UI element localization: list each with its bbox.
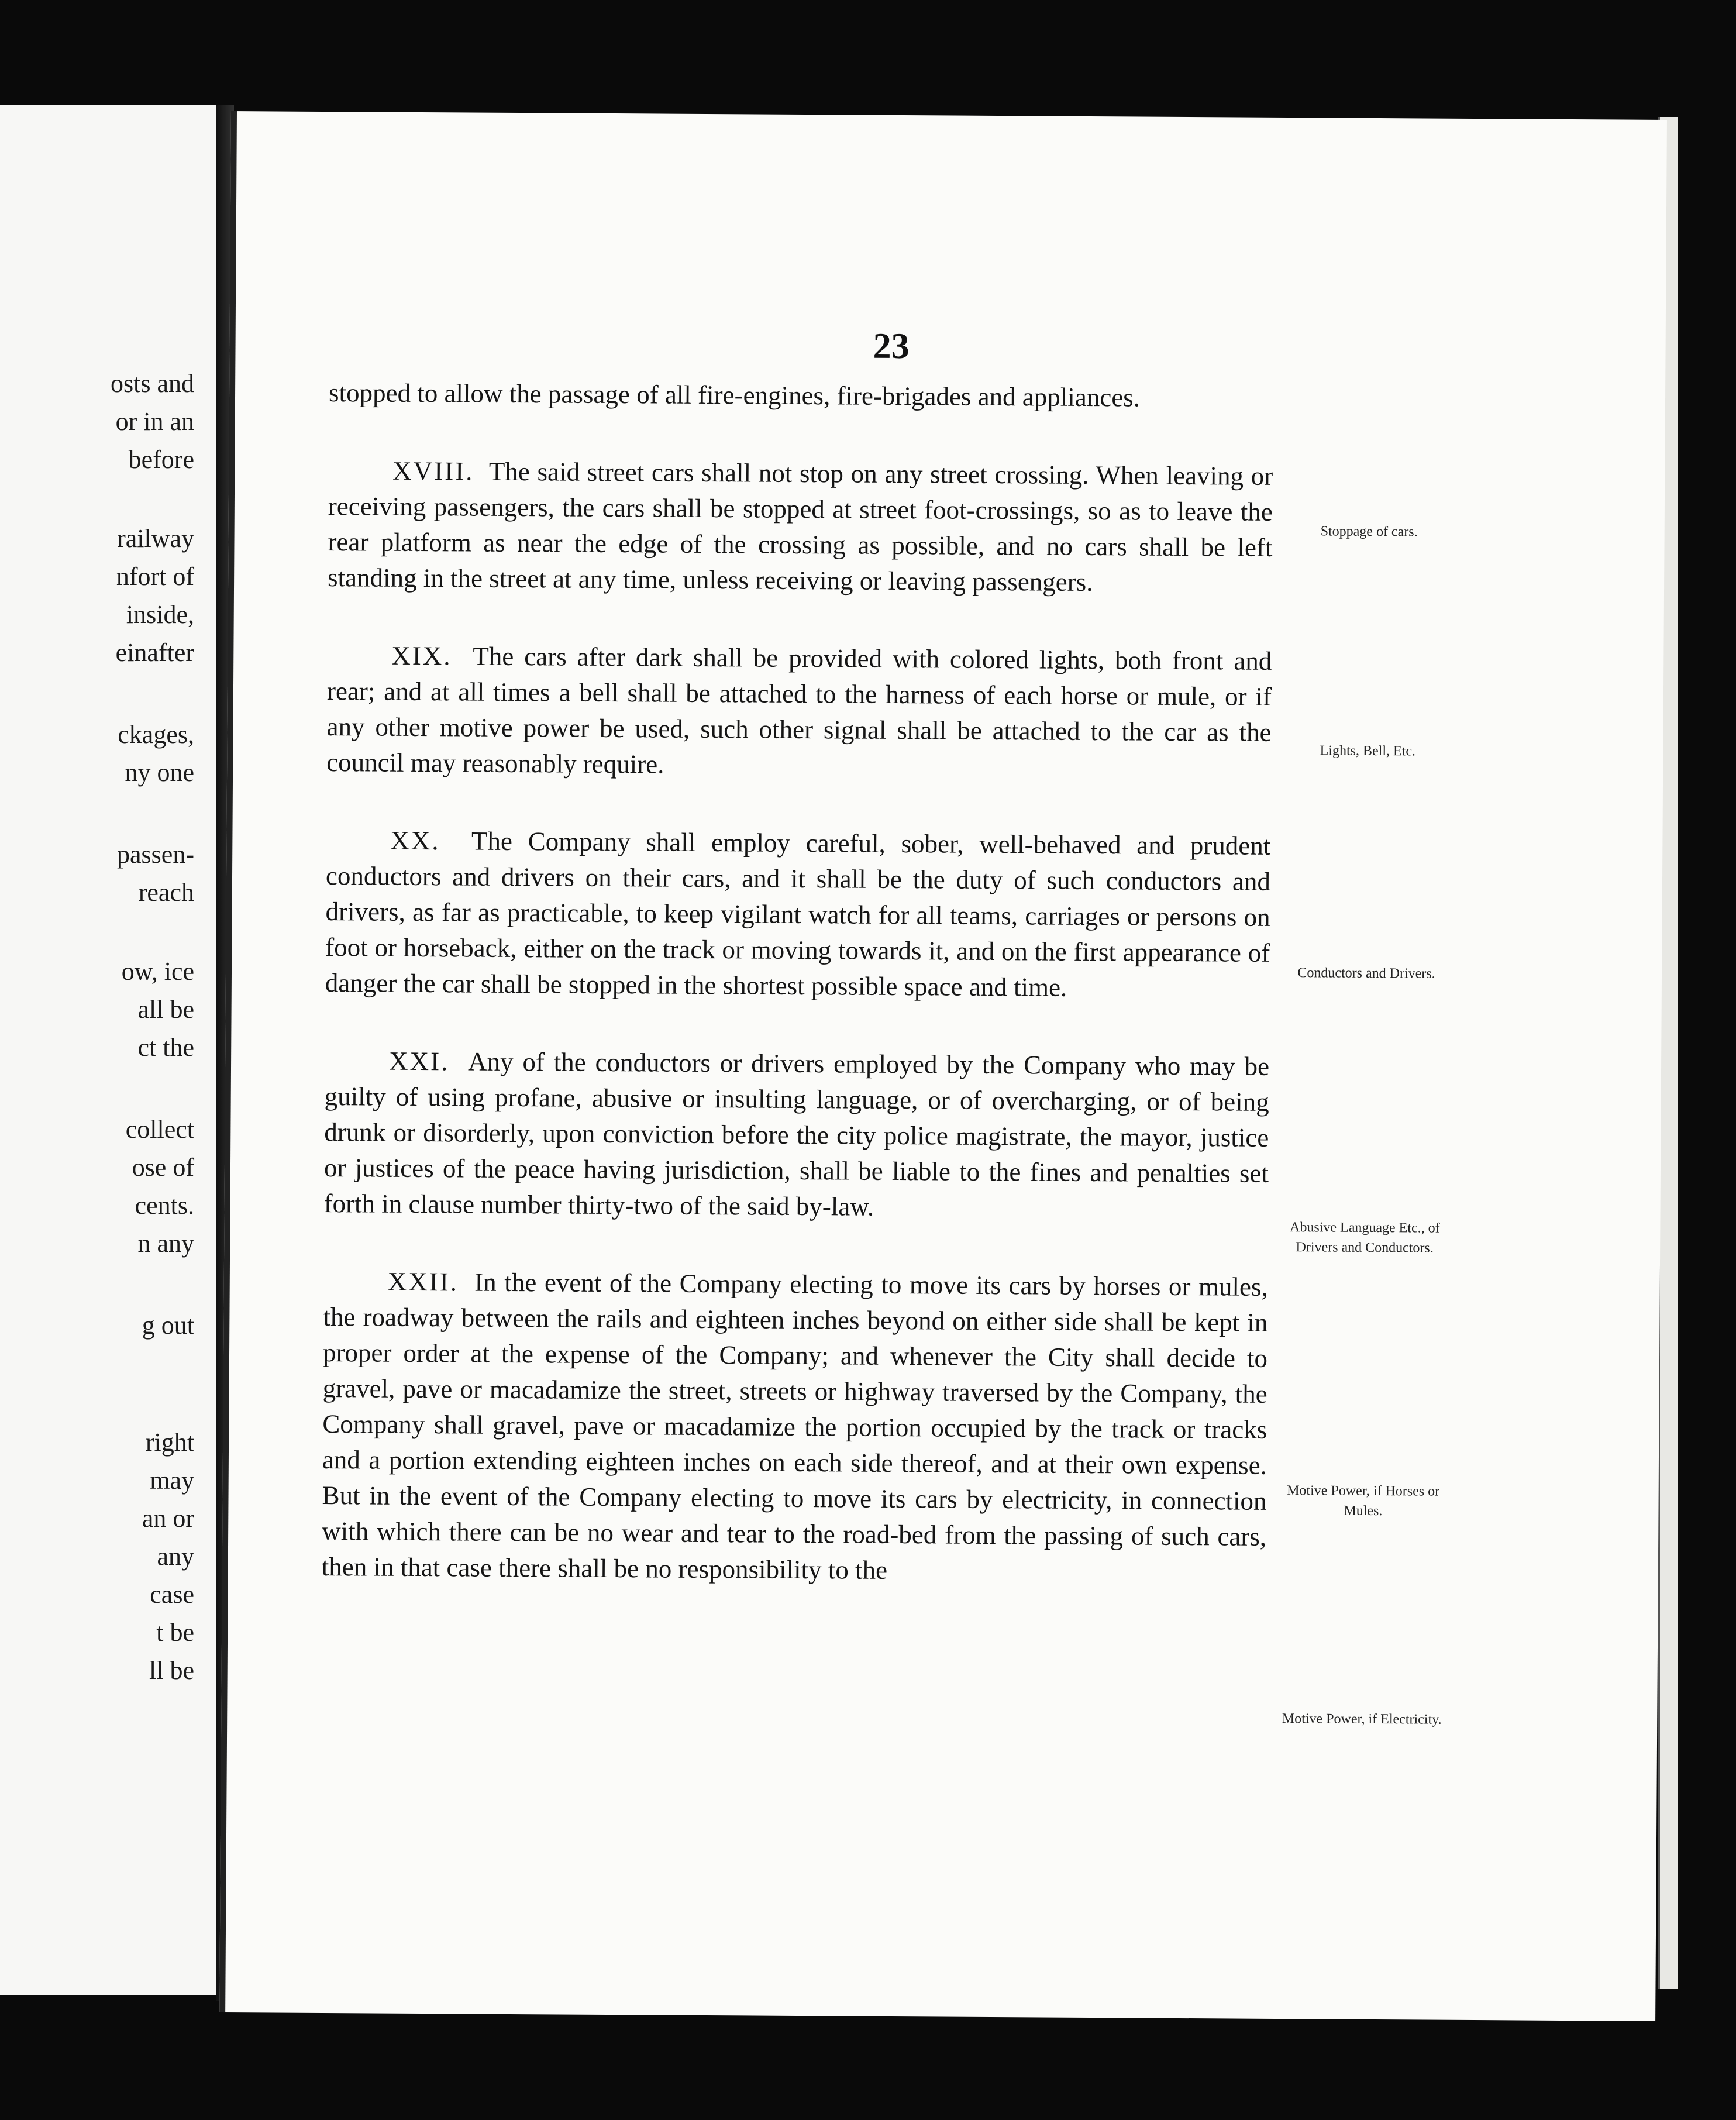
left-page-line: ny one [125, 758, 194, 787]
clause-numeral: XXI. [388, 1046, 450, 1076]
clause-paragraph [325, 822, 1271, 1007]
left-page-line: ct the [137, 1033, 194, 1062]
margin-note: Motive Power, if Electricity. [1282, 1711, 1442, 1727]
clause-paragraph [323, 1043, 1269, 1227]
left-page-line: t be [156, 1618, 194, 1647]
margin-note: Conductors and Drivers. [1297, 965, 1435, 982]
left-page-line: reach [138, 878, 194, 907]
left-page-line: inside, [126, 600, 194, 629]
left-page-line: einafter [115, 638, 194, 667]
left-page-line: railway [117, 524, 194, 553]
left-page-line: ow, ice [121, 957, 194, 986]
left-page-line: cents. [135, 1191, 194, 1220]
margin-note: Stoppage of cars. [1320, 524, 1418, 540]
left-page-line: n any [137, 1229, 194, 1258]
left-page-line: ckages, [118, 720, 194, 749]
left-page-line: ll be [149, 1656, 194, 1685]
clause-text: The said street cars shall not stop on any street crossing. When leaving or receiving passengers, the cars shall be stopped at street foot-crossings, so as to leave the rear platform as near the edge of the crossing as possible, and no cars shall be left standing in the street at any time, unless receiving or leaving passengers. [327, 456, 1273, 597]
page-number: 23 [873, 326, 910, 367]
clause-paragraph [328, 453, 1273, 601]
document-page [219, 111, 1667, 2021]
clause-text: In the event of the Company electing to move its cars by horses or mules, the roadway between the rails and eighteen inches beyond on either side shall be kept in proper order at the expense of the Company; and whenever the City shall decide to gravel, pave or macadamize the street, streets or highway traversed by the Company, the Company shall gravel, pave or macadamize the portion occupied by the track or tracks and a portion extending eighteen inches on each side thereof, and at their own expense. But in the event of the Company electing to move its cars by electricity, in connection with which there can be no wear and tear to the road-bed from the passing of such cars, then in that case there shall be no responsibility to the [321, 1267, 1268, 1585]
clause-text: The Company shall employ careful, sober, well-behaved and prudent conductors and drivers on their cars, and it shall be the duty of such conductors and drivers, as far as practicable, to keep vigilant watch for all teams, carriages or persons on foot or horseback, either on the track or moving towards it, and on the first appearance of danger the car shall be stopped in the shortest possible space and time. [325, 826, 1271, 1002]
previous-page-fragment [0, 105, 220, 1995]
left-page-line: passen- [117, 840, 194, 869]
margin-note: Abusive Language Etc., of Drivers and Conductors. [1290, 1220, 1440, 1256]
left-page-line: or in an [115, 407, 194, 436]
clause-text: The cars after dark shall be provided with colored lights, both front and rear; and at all times a bell shall be attached to the harness of each horse or mule, or if any other motive power be used, such other signal shall be attached to the car as the council may reasonably require. [326, 641, 1272, 779]
left-page-line: right [145, 1428, 194, 1457]
left-page-line: osts and [111, 369, 194, 398]
left-page-line: case [150, 1580, 194, 1609]
clause-numeral: XVIII. [392, 456, 474, 486]
left-page-line: may [150, 1466, 194, 1495]
clause-paragraph [326, 638, 1272, 786]
continuation-paragraph: stopped to allow the passage of all fire-engines, fire-brigades and appliances. [328, 378, 1141, 412]
left-page-line: all be [137, 995, 194, 1024]
left-page-line: ose of [132, 1153, 194, 1182]
clause-paragraph [322, 1264, 1268, 1591]
left-page-line: nfort of [116, 562, 194, 591]
body-text [321, 375, 1273, 1633]
clause-text: Any of the conductors or drivers employed by the Company who may be guilty of using profane, abusive or insulting language, or of overcharging, or of being drunk or disorderly, upon conviction before the city police magistrate, the mayor, justice or justices of the peace having jurisdiction, shall be liable to the fines and penalties set forth in clause number thirty-two of the said by-law. [323, 1047, 1270, 1221]
left-page-line: any [157, 1542, 194, 1571]
left-page-line: an or [142, 1504, 194, 1533]
margin-note: Motive Power, if Horses or Mules. [1287, 1483, 1440, 1519]
clause-numeral: XX. [390, 825, 440, 856]
left-page-line: g out [142, 1311, 194, 1340]
left-page-line: before [128, 445, 194, 474]
clause-numeral: XIX. [391, 641, 452, 671]
left-page-line: collect [125, 1115, 194, 1144]
clause-numeral: XXII. [387, 1267, 459, 1297]
margin-note: Lights, Bell, Etc. [1320, 743, 1416, 759]
